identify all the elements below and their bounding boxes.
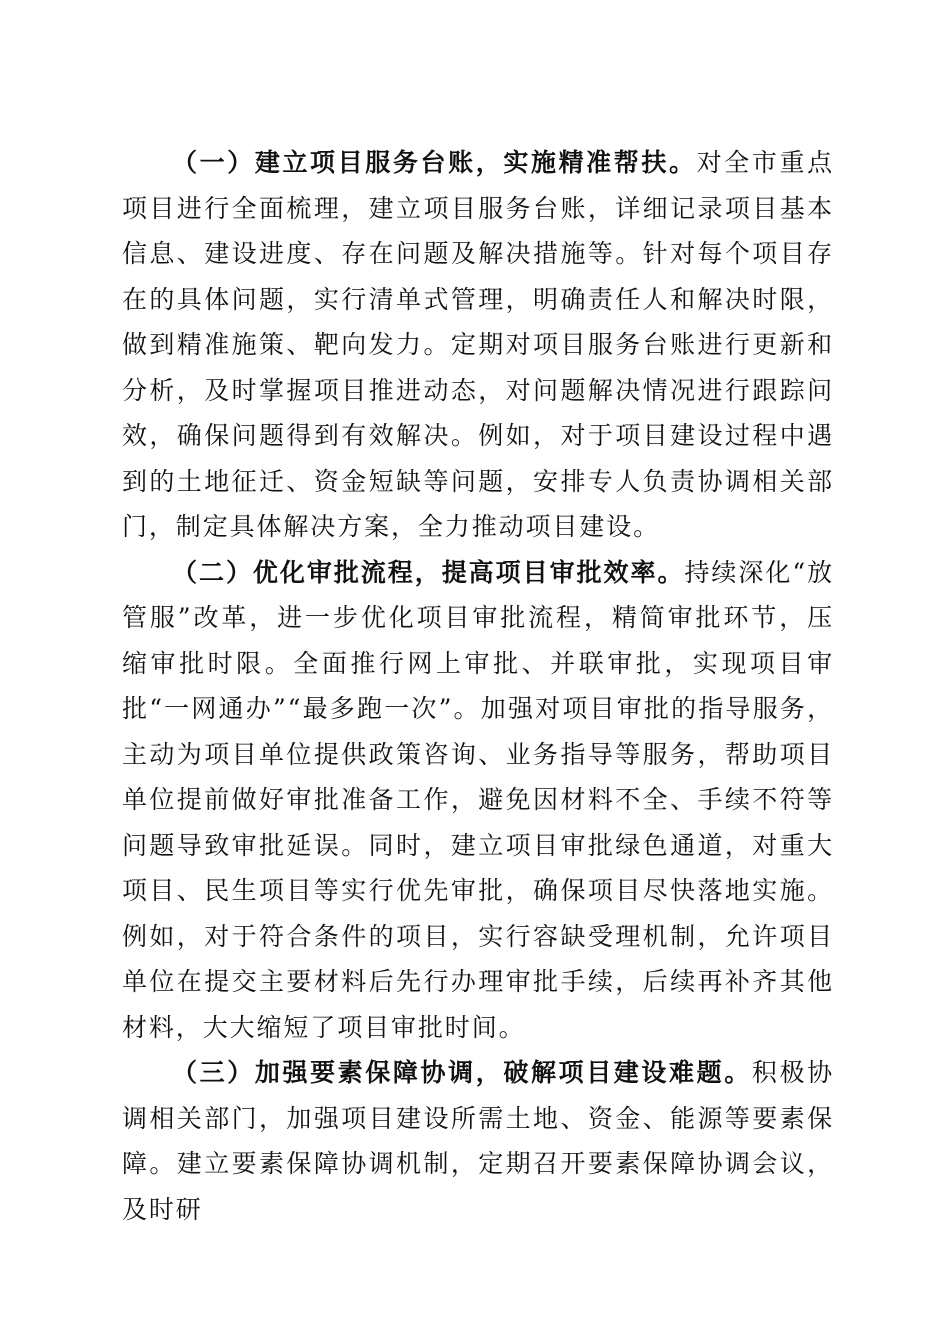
- paragraph-2-body: 持续深化“放管服”改革，进一步优化项目审批流程，精简审批环节，压缩审批时限。全面推行网上审批、并联审批，实现项目审批“一网通办”“最多跑一次”。加强对项目审批的指导服务，主动为项目单位提供政策咨询、业务指导等服务，帮助项目单位提前做好审批准备工作，避免因材料不全、手续不符等问题导致审批延误。同时，建立项目审批绿色通道，对重大项目、民生项目等实行优先审批，确保项目尽快落地实施。例如，对于符合条件的项目，实行容缺受理机制，允许项目单位在提交主要材料后先行办理审批手续，后续再补齐其他材料，大大缩短了项目审批时间。: [122, 557, 834, 1042]
- paragraph-2: [122, 550, 834, 1051]
- paragraph-3-body: 积极协调相关部门，加强项目建设所需土地、资金、能源等要素保障。建立要素保障协调机制，定期召开要素保障协调会议，及时研: [122, 1058, 835, 1224]
- paragraph-1-heading: （一）建立项目服务台账，实施精准帮扶。: [172, 148, 697, 177]
- paragraph-2-heading: （二）优化审批流程，提高项目审批效率。: [172, 557, 685, 587]
- paragraph-1-body: 对全市重点项目进行全面梳理，建立项目服务台账，详细记录项目基本信息、建设进度、存在问题及解决措施等。针对每个项目存在的具体问题，实行清单式管理，明确责任人和解决时限，做到精准施策、靶向发力。定期对项目服务台账进行更新和分析，及时掌握项目推进动态，对问题解决情况进行跟踪问效，确保问题得到有效解决。例如，对于项目建设过程中遇到的土地征迁、资金短缺等问题，安排专人负责协调相关部门，制定具体解决方案，全力推动项目建设。: [122, 148, 834, 541]
- document-body: [122, 140, 834, 1232]
- paragraph-3: [122, 1050, 834, 1232]
- paragraph-3-heading: （三）加强要素保障协调，破解项目建设难题。: [172, 1058, 752, 1087]
- paragraph-1: [122, 140, 834, 550]
